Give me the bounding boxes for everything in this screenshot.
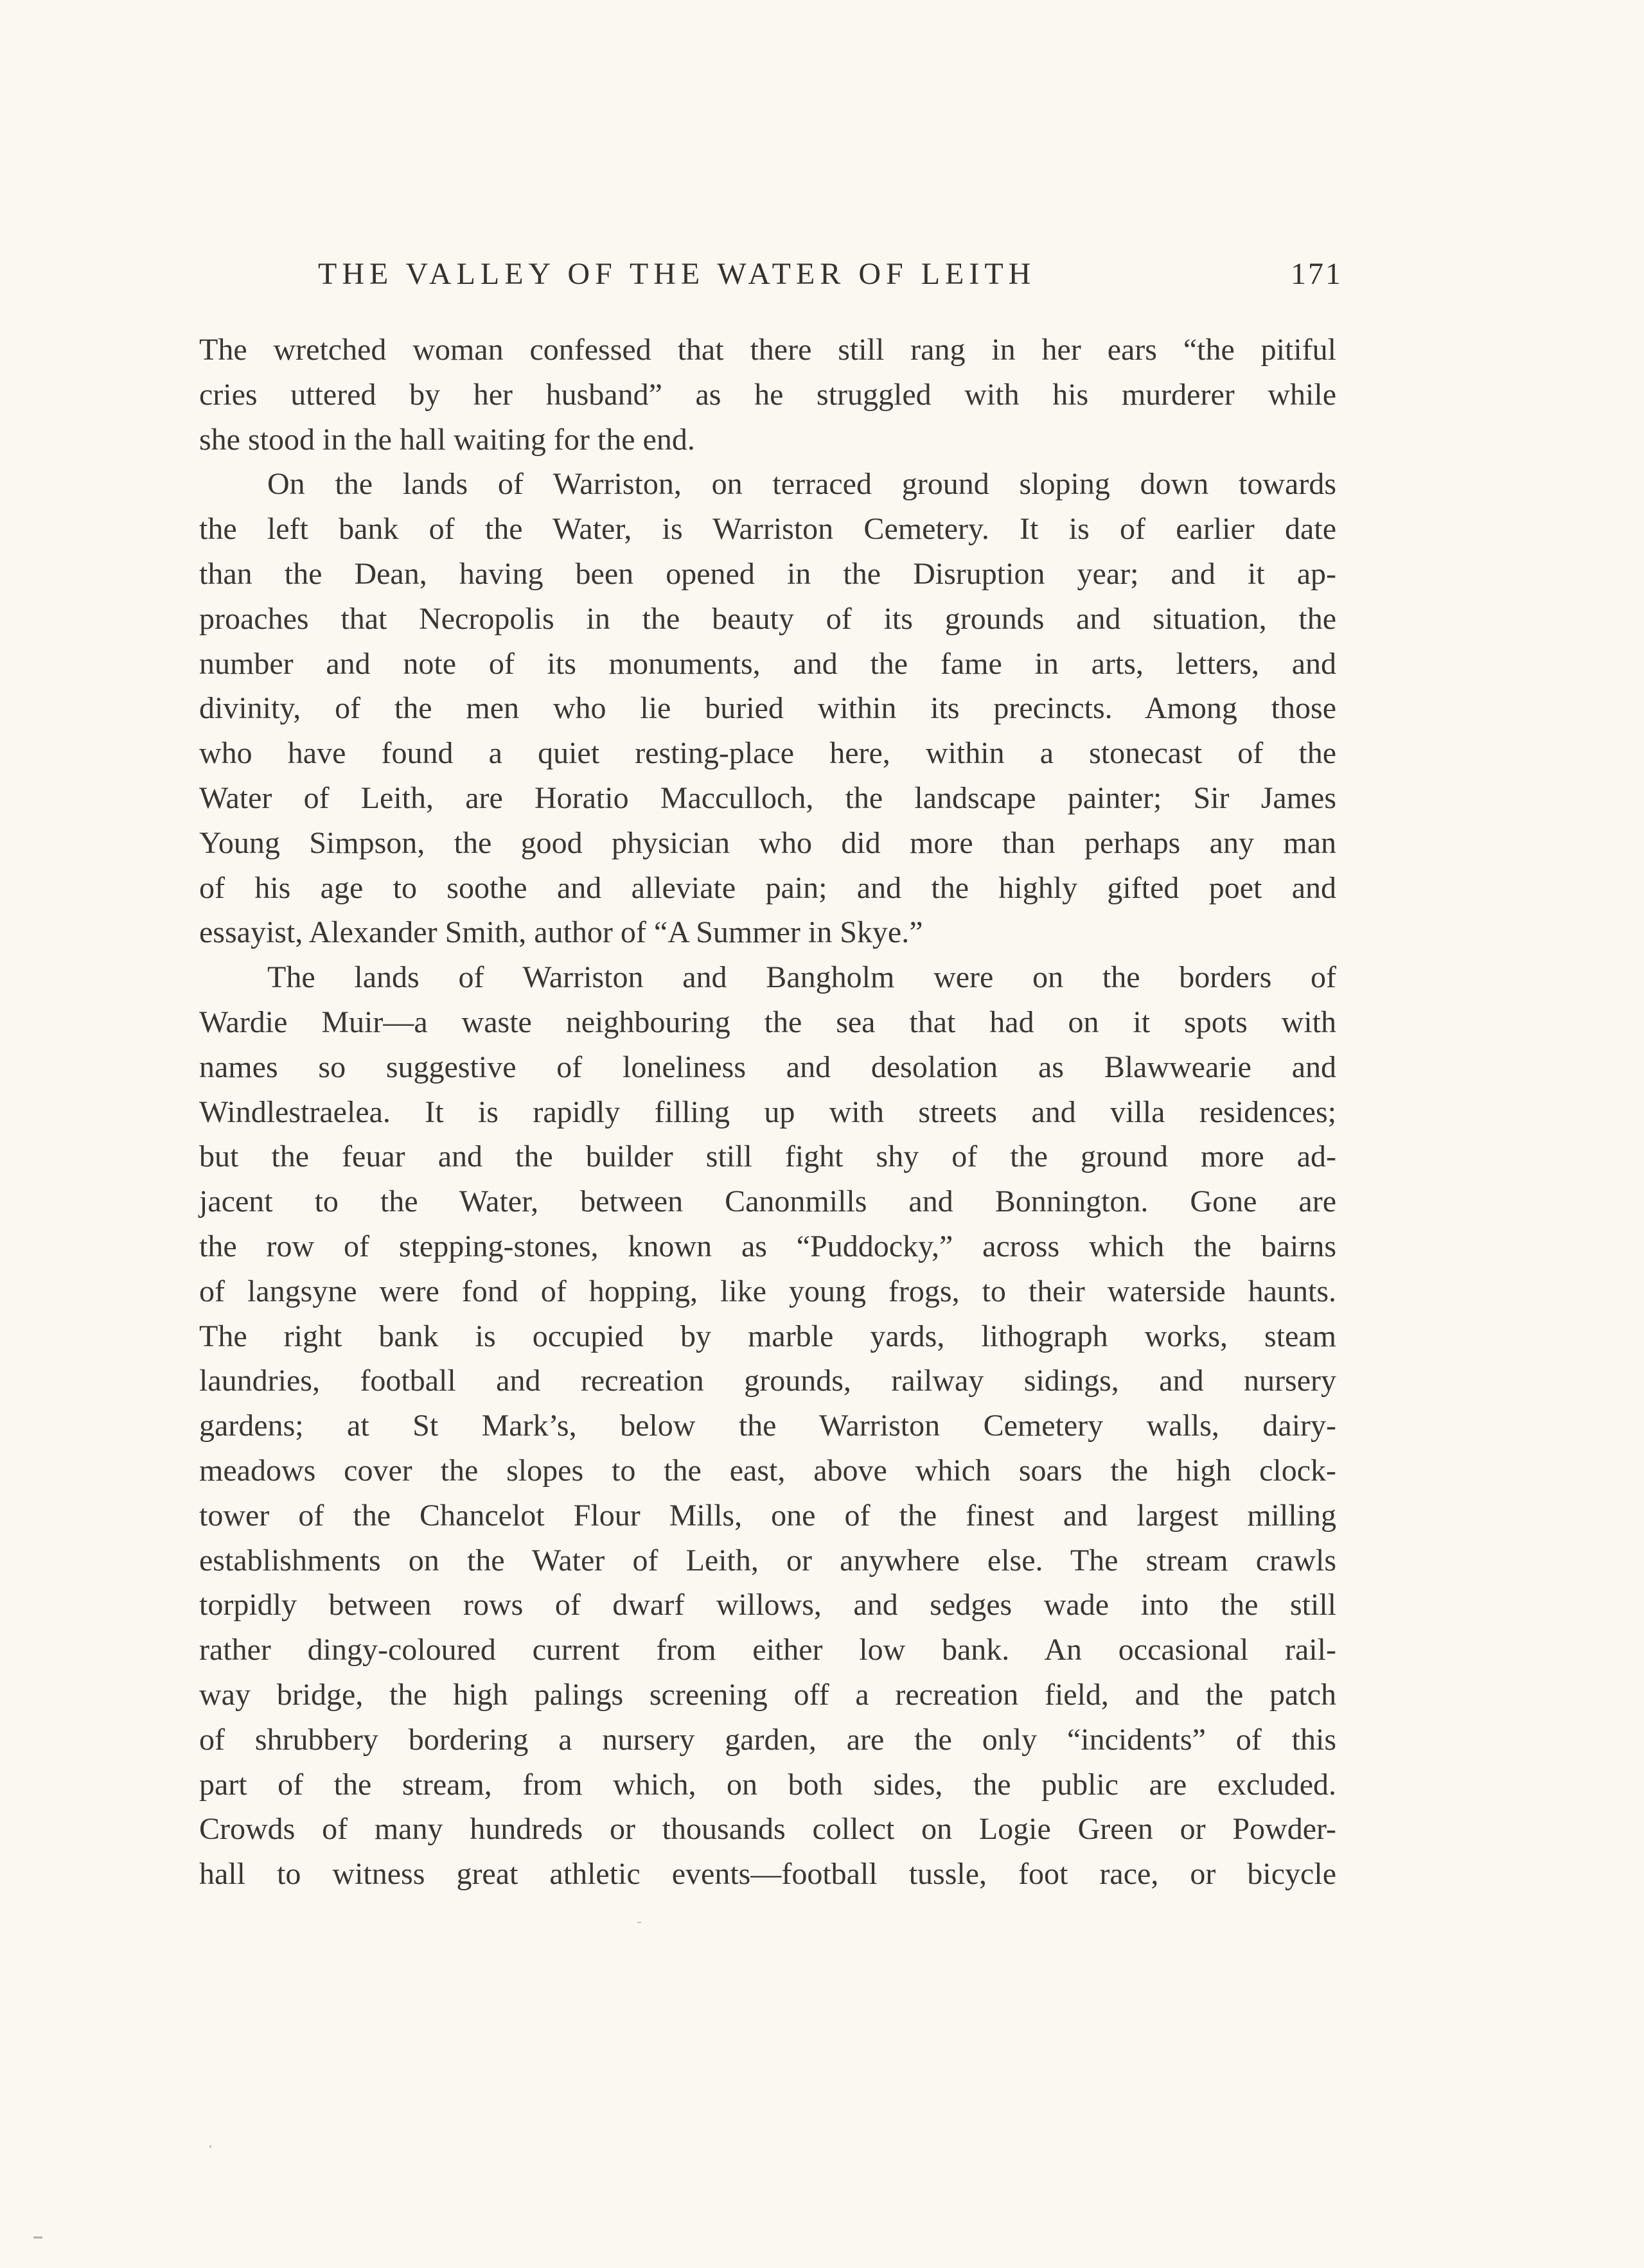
text-line: she stood in the hall waiting for the end. <box>199 422 695 457</box>
text-line: of his age to soothe and alleviate pain; and the highly gifted poet and <box>199 870 1336 905</box>
print-speck <box>637 1922 641 1923</box>
text-line: of langsyne were fond of hopping, like young frogs, to their waterside haunts. <box>199 1274 1336 1308</box>
text-line: Windlestraelea. It is rapidly filling up with streets and villa residences; <box>199 1094 1336 1129</box>
text-line: proaches that Necropolis in the beauty of its grounds and situation, the <box>199 601 1336 636</box>
text-line: Crowds of many hundreds or thousands collect on Logie Green or Powder- <box>199 1812 1336 1847</box>
text-line: establishments on the Water of Leith, or anywhere else. The stream crawls <box>199 1543 1336 1578</box>
text-line: cries uttered by her husband” as he struggled with his murderer while <box>199 377 1336 412</box>
print-speck <box>209 2145 211 2148</box>
text-line: gardens; at St Mark’s, below the Warriston Cemetery walls, dairy- <box>199 1409 1336 1443</box>
text-line: laundries, football and recreation grounds, railway sidings, and nursery <box>199 1364 1336 1398</box>
text-line: torpidly between rows of dwarf willows, and sedges wade into the still <box>199 1588 1336 1622</box>
print-speck <box>33 2237 42 2238</box>
text-line: On the lands of Warriston, on terraced ground sloping down towards <box>267 467 1336 502</box>
text-line: the row of stepping-stones, known as “Puddocky,” across which the bairns <box>199 1229 1336 1263</box>
body-text <box>199 328 1336 1897</box>
running-head <box>199 252 1343 297</box>
text-line: The wretched woman confessed that there still rang in her ears “the pitiful <box>199 333 1336 367</box>
text-line: hall to witness great athletic events—football tussle, foot race, or bicycle <box>199 1857 1336 1892</box>
text-line: The right bank is occupied by marble yards, lithograph works, steam <box>199 1319 1336 1353</box>
text-line: than the Dean, having been opened in the Disruption year; and it ap- <box>199 556 1336 591</box>
text-line: Wardie Muir—a waste neighbouring the sea that had on it spots with <box>199 1005 1336 1039</box>
text-line: essayist, Alexander Smith, author of “A Summer in Skye.” <box>199 915 923 950</box>
text-line: who have found a quiet resting-place here, within a stonecast of the <box>199 736 1336 771</box>
text-line: The lands of Warriston and Bangholm were on the borders of <box>267 960 1336 995</box>
text-line: divinity, of the men who lie buried within its precincts. Among those <box>199 691 1336 726</box>
text-line: Water of Leith, are Horatio Macculloch, the landscape painter; Sir James <box>199 780 1336 815</box>
running-head-title: THE VALLEY OF THE WATER OF LEITH <box>318 257 1036 291</box>
text-line: of shrubbery bordering a nursery garden, are the only “incidents” of this <box>199 1722 1336 1757</box>
text-line: tower of the Chancelot Flour Mills, one of the finest and largest milling <box>199 1498 1336 1533</box>
page-number: 171 <box>1291 257 1343 291</box>
text-line: Young Simpson, the good physician who did more than perhaps any man <box>199 825 1336 860</box>
text-line: meadows cover the slopes to the east, above which soars the high clock- <box>199 1453 1336 1488</box>
text-line: part of the stream, from which, on both sides, the public are excluded. <box>199 1767 1336 1802</box>
text-line: the left bank of the Water, is Warriston Cemetery. It is of earlier date <box>199 512 1336 547</box>
text-line: but the feuar and the builder still fight shy of the ground more ad- <box>199 1139 1336 1174</box>
text-line: way bridge, the high palings screening off a recreation field, and the patch <box>199 1677 1336 1712</box>
text-line: names so suggestive of loneliness and desolation as Blawwearie and <box>199 1050 1336 1084</box>
text-line: number and note of its monuments, and the fame in arts, letters, and <box>199 646 1336 681</box>
text-line: rather dingy-coloured current from either low bank. An occasional rail- <box>199 1633 1336 1667</box>
text-line: jacent to the Water, between Canonmills and Bonnington. Gone are <box>199 1184 1336 1219</box>
